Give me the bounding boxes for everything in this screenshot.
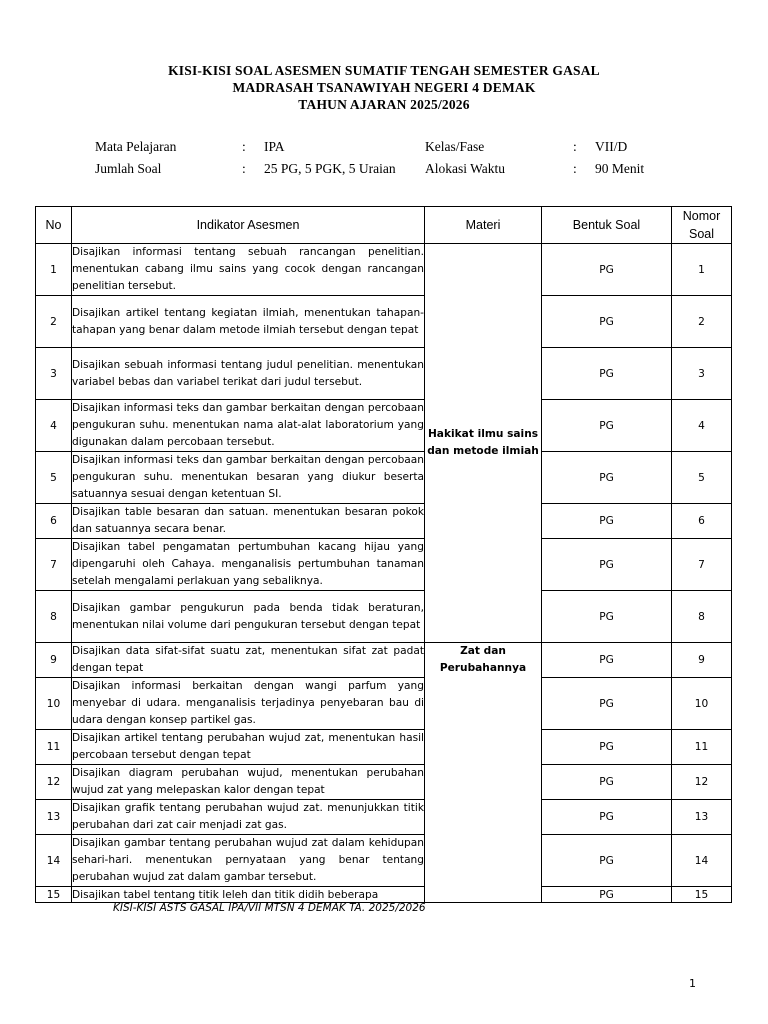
table-row [36, 765, 732, 800]
row-bentuk-soal: PG [542, 887, 672, 903]
row-bentuk-soal: PG [542, 643, 672, 678]
row-indikator: Disajikan gambar tentang perubahan wujud zat dalam kehidupan sehari-hari. menentukan pernyataan yang benar tentang perubahan wujud zat dalam gambar tersebut. [72, 835, 425, 887]
row-no: 1 [36, 244, 72, 296]
row-no: 3 [36, 348, 72, 400]
row-indikator: Disajikan grafik tentang perubahan wujud zat. menunjukkan titik perubahan dari zat cair menjadi zat gas. [72, 800, 425, 835]
page-footer: KISI-KISI ASTS GASAL IPA/VII MTSN 4 DEMAK TA. 2025/2026 [113, 902, 426, 914]
row-no: 7 [36, 539, 72, 591]
row-nomor-soal: 12 [672, 765, 732, 800]
row-bentuk-soal: PG [542, 504, 672, 539]
table-row [36, 678, 732, 730]
row-indikator: Disajikan table besaran dan satuan. menentukan besaran pokok dan satuannya secara benar. [72, 504, 425, 539]
table-row [36, 452, 732, 504]
mapel-value: IPA [264, 139, 285, 154]
doc-title-line-2: MADRASAH TSANAWIYAH NEGERI 4 DEMAK [232, 80, 536, 95]
table-row [36, 800, 732, 835]
row-no: 11 [36, 730, 72, 765]
row-nomor-soal: 11 [672, 730, 732, 765]
table-row [36, 400, 732, 452]
row-no: 8 [36, 591, 72, 643]
row-bentuk-soal: PG [542, 835, 672, 887]
materi-zat-dan-perubahannya: Zat dan Perubahannya [425, 643, 542, 678]
row-no: 14 [36, 835, 72, 887]
row-nomor-soal: 9 [672, 643, 732, 678]
row-indikator: Disajikan tabel pengamatan pertumbuhan kacang hijau yang dipengaruhi oleh Cahaya. menganalisis pertumbuhan tanaman setelah mengalami perlakuan yang sebaliknya. [72, 539, 425, 591]
alokasi-waktu-label: Alokasi Waktu [425, 161, 506, 176]
table-row [36, 835, 732, 887]
table-row [36, 887, 732, 903]
row-bentuk-soal: PG [542, 730, 672, 765]
alokasi-waktu-separator: : [573, 161, 577, 176]
row-nomor-soal: 3 [672, 348, 732, 400]
row-bentuk-soal: PG [542, 591, 672, 643]
table-row [36, 730, 732, 765]
row-nomor-soal: 14 [672, 835, 732, 887]
row-bentuk-soal: PG [542, 800, 672, 835]
table-row [36, 504, 732, 539]
row-indikator: Disajikan informasi tentang sebuah rancangan penelitian. menentukan cabang ilmu sains yang cocok dengan rancangan penelitian tersebut. [72, 244, 425, 296]
row-nomor-soal: 10 [672, 678, 732, 730]
mapel-label: Mata Pelajaran [95, 139, 177, 154]
row-indikator: Disajikan artikel tentang kegiatan ilmiah, menentukan tahapan-tahapan yang benar dalam metode ilmiah tersebut dengan tepat [72, 296, 425, 348]
row-bentuk-soal: PG [542, 678, 672, 730]
alokasi-waktu-value: 90 Menit [595, 161, 645, 176]
row-no: 5 [36, 452, 72, 504]
table-row [36, 296, 732, 348]
row-indikator: Disajikan gambar pengukurun pada benda tidak beraturan, menentukan nilai volume dari pengukuran tersebut dengan tepat [72, 591, 425, 643]
doc-title-line-3: TAHUN AJARAN 2025/2026 [298, 97, 470, 112]
row-bentuk-soal: PG [542, 244, 672, 296]
header-bentuk-soal: Bentuk Soal [542, 207, 672, 244]
row-nomor-soal: 8 [672, 591, 732, 643]
table-header-row [36, 207, 732, 244]
page-number: 1 [689, 977, 696, 990]
doc-title-line-1: KISI-KISI SOAL ASESMEN SUMATIF TENGAH SEMESTER GASAL [168, 63, 600, 78]
materi-hakikat-ilmu: Hakikat ilmu sains dan metode ilmiah [425, 244, 542, 643]
row-bentuk-soal: PG [542, 539, 672, 591]
row-bentuk-soal: PG [542, 296, 672, 348]
mapel-separator: : [242, 139, 246, 154]
jumlah-soal-value: 25 PG, 5 PGK, 5 Uraian [264, 161, 396, 176]
row-nomor-soal: 6 [672, 504, 732, 539]
row-indikator: Disajikan sebuah informasi tentang judul penelitian. menentukan variabel bebas dan variabel terikat dari judul tersebut. [72, 348, 425, 400]
row-indikator: Disajikan tabel tentang titik leleh dan titik didih beberapa [72, 887, 425, 903]
row-nomor-soal: 1 [672, 244, 732, 296]
row-nomor-soal: 7 [672, 539, 732, 591]
row-no: 6 [36, 504, 72, 539]
row-no: 2 [36, 296, 72, 348]
kelas-label: Kelas/Fase [425, 139, 485, 154]
row-no: 12 [36, 765, 72, 800]
table-row [36, 539, 732, 591]
kisi-kisi-table [35, 206, 732, 903]
row-no: 13 [36, 800, 72, 835]
row-no: 15 [36, 887, 72, 903]
row-nomor-soal: 4 [672, 400, 732, 452]
header-indikator: Indikator Asesmen [72, 207, 425, 244]
row-indikator: Disajikan diagram perubahan wujud, menentukan perubahan wujud zat yang melepaskan kalor dengan tepat [72, 765, 425, 800]
row-no: 4 [36, 400, 72, 452]
jumlah-soal-separator: : [242, 161, 246, 176]
row-indikator: Disajikan informasi teks dan gambar berkaitan dengan percobaan pengukuran suhu. menentukan nama alat-alat laboratorium yang digunakan dalam percobaan tersebut. [72, 400, 425, 452]
row-bentuk-soal: PG [542, 765, 672, 800]
row-indikator: Disajikan informasi teks dan gambar berkaitan dengan percobaan pengukuran suhu. menentukan besaran yang diukur beserta satuannya sesuai dengan ketentuan SI. [72, 452, 425, 504]
header-materi: Materi [425, 207, 542, 244]
table-row [36, 348, 732, 400]
kelas-separator: : [573, 139, 577, 154]
materi-empty-cell [425, 678, 542, 903]
row-nomor-soal: 2 [672, 296, 732, 348]
table-row [36, 244, 732, 296]
header-nomor-soal: Nomor Soal [672, 207, 732, 244]
row-nomor-soal: 5 [672, 452, 732, 504]
row-indikator: Disajikan informasi berkaitan dengan wangi parfum yang menyebar di udara. menganalisis terjadinya penyebaran bau di udara dengan konsep partikel gas. [72, 678, 425, 730]
jumlah-soal-label: Jumlah Soal [95, 161, 162, 176]
row-no: 10 [36, 678, 72, 730]
table-row [36, 643, 732, 678]
kelas-value: VII/D [595, 139, 628, 154]
table-row [36, 591, 732, 643]
row-nomor-soal: 13 [672, 800, 732, 835]
header-no: No [36, 207, 72, 244]
row-indikator: Disajikan artikel tentang perubahan wujud zat, menentukan hasil percobaan tersebut dengan tepat [72, 730, 425, 765]
row-no: 9 [36, 643, 72, 678]
row-nomor-soal: 15 [672, 887, 732, 903]
row-bentuk-soal: PG [542, 348, 672, 400]
row-bentuk-soal: PG [542, 452, 672, 504]
row-bentuk-soal: PG [542, 400, 672, 452]
row-indikator: Disajikan data sifat-sifat suatu zat, menentukan sifat zat padat dengan tepat [72, 643, 425, 678]
